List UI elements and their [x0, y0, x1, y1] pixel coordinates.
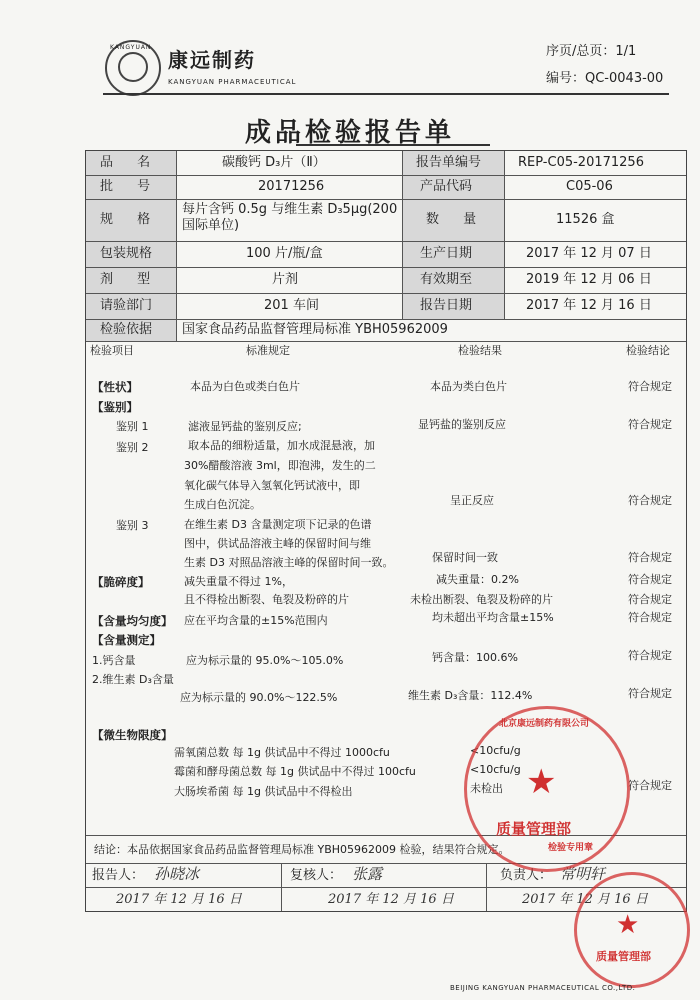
company-name-en: KANGYUAN PHARMACEUTICAL	[168, 78, 297, 86]
value-production-date: 2017 年 12 月 07 日	[526, 246, 652, 261]
section-appearance: 【性状】	[92, 380, 138, 394]
vitamin-d3-assay-standard: 应为标示量的 90.0%～122.5%	[180, 691, 338, 704]
ident2-result: 呈正反应	[450, 494, 494, 507]
ident2-conclusion: 符合规定	[628, 494, 672, 507]
label-product-name: 品 名	[100, 155, 161, 170]
final-conclusion: 结论：本品依据国家食品药品监督管理局标准 YBH05962009 检验，结果符合规定。	[94, 843, 510, 856]
value-report-date: 2017 年 12 月 16 日	[526, 298, 652, 313]
micro-ecoli-result: 未检出	[470, 782, 503, 795]
value-dosage-form: 片剂	[272, 272, 299, 287]
ident3-conclusion: 符合规定	[628, 551, 672, 564]
micro-conclusion: 符合规定	[628, 779, 672, 792]
ident1-result: 显钙盐的鉴别反应	[418, 418, 506, 431]
section-content-uniformity: 【含量均匀度】	[92, 614, 173, 628]
calcium-assay-result: 钙含量：100.6%	[432, 651, 518, 664]
vitamin-d3-assay-label: 2.维生素 D₃含量	[92, 673, 174, 686]
label-batch: 批 号	[100, 179, 161, 194]
micro-ecoli-standard: 大肠埃希菌 每 1g 供试品中不得检出	[174, 785, 353, 798]
section-identification: 【鉴别】	[92, 400, 138, 414]
value-pack: 100 片/瓶/盒	[246, 246, 323, 261]
value-spec: 每片含钙 0.5g 与维生素 D₃5μg(200 国际单位)	[182, 202, 398, 233]
reporter-signature: 孙晓冰	[154, 865, 200, 883]
value-product-name: 碳酸钙 D₃片（Ⅱ）	[222, 155, 326, 170]
qa-seal-subtext: 检验专用章	[548, 843, 594, 853]
label-report-date: 报告日期	[420, 298, 473, 313]
value-basis: 国家食品药品监督管理局标准 YBH05962009	[182, 322, 448, 337]
ident2-label: 鉴别 2	[116, 441, 149, 454]
vitamin-d3-assay-conclusion: 符合规定	[628, 687, 672, 700]
ident1-label: 鉴别 1	[116, 420, 149, 433]
section-assay: 【含量测定】	[92, 633, 161, 647]
company-logo-inner	[118, 52, 148, 82]
page-number: 序页/总页：1/1	[546, 44, 637, 59]
value-quantity: 11526 盒	[556, 212, 615, 227]
qa-seal-ring-text: 北京康远制药有限公司	[498, 719, 589, 729]
micro-aerobic-result: <10cfu/g	[470, 744, 521, 757]
micro-yeast-result: <10cfu/g	[470, 763, 521, 776]
vitamin-d3-assay-result: 维生素 D₃含量：112.4%	[408, 689, 533, 702]
friability-standard-line2: 且不得检出断裂、龟裂及粉碎的片	[184, 593, 349, 606]
label-report-no: 报告单编号	[416, 155, 482, 170]
uniformity-result: 均未超出平均含量±15%	[432, 611, 554, 624]
column-header-conclusion: 检验结论	[626, 344, 670, 357]
label-product-code: 产品代码	[420, 179, 473, 194]
ident2-standard-line3: 氧化碳气体导入氢氧化钙试液中，即	[184, 479, 360, 492]
appearance-result: 本品为类白色片	[430, 380, 507, 393]
footer-company: BEIJING KANGYUAN PHARMACEUTICAL CO.,LTD.	[450, 984, 636, 992]
manager-label: 负责人：	[500, 868, 553, 883]
label-expiry: 有效期至	[420, 272, 473, 287]
reviewer-signature: 张露	[352, 865, 383, 883]
manager-date: 2017 年 12 月 16 日	[522, 892, 648, 907]
label-production-date: 生产日期	[420, 246, 473, 261]
manager-signature: 常明轩	[560, 865, 606, 883]
bottom-seal-text: 质量管理部	[596, 950, 651, 963]
label-basis: 检验依据	[100, 322, 153, 337]
value-report-no: REP-C05-20171256	[518, 155, 644, 170]
ident1-conclusion: 符合规定	[628, 418, 672, 431]
qa-seal-star: ★	[526, 762, 557, 802]
friability-conclusion-line2: 符合规定	[628, 593, 672, 606]
friability-result-line1: 减失重量：0.2%	[436, 573, 519, 586]
qa-seal-text: 质量管理部	[496, 820, 572, 838]
logo-ring-text: KANGYUAN	[110, 44, 152, 51]
reviewer-label: 复核人：	[290, 868, 343, 883]
ident1-standard: 滤液显钙盐的鉴别反应;	[188, 420, 302, 433]
label-spec: 规 格	[100, 212, 161, 227]
column-header-item: 检验项目	[90, 344, 134, 357]
title-underline	[296, 144, 490, 146]
column-header-standard: 标准规定	[246, 344, 290, 357]
ident2-standard-line2: 30%醋酸溶液 3ml，即泡沸，发生的二	[184, 459, 376, 472]
ident2-standard-line4: 生成白色沉淀。	[184, 498, 261, 511]
calcium-assay-label: 1.钙含量	[92, 654, 136, 667]
calcium-assay-conclusion: 符合规定	[628, 649, 672, 662]
reporter-date: 2017 年 12 月 16 日	[116, 892, 242, 907]
ident2-standard-line1: 取本品的细粉适量，加水成混悬液，加	[188, 439, 375, 452]
micro-aerobic-standard: 需氧菌总数 每 1g 供试品中不得过 1000cfu	[174, 746, 390, 759]
document-number: 编号：QC-0043-00	[546, 71, 664, 86]
header-divider	[103, 93, 669, 95]
bottom-seal-star: ★	[616, 910, 640, 940]
label-dosage-form: 剂 型	[100, 272, 161, 287]
reviewer-date: 2017 年 12 月 16 日	[328, 892, 454, 907]
section-microbial-limit: 【微生物限度】	[92, 728, 173, 742]
value-product-code: C05-06	[566, 179, 613, 194]
appearance-standard: 本品为白色或类白色片	[190, 380, 300, 393]
uniformity-conclusion: 符合规定	[628, 611, 672, 624]
column-header-result: 检验结果	[458, 344, 502, 357]
friability-conclusion-line1: 符合规定	[628, 573, 672, 586]
value-batch: 20171256	[258, 179, 325, 194]
friability-result-line2: 未检出断裂、龟裂及粉碎的片	[410, 593, 553, 606]
company-name-cn: 康远制药	[168, 48, 256, 72]
ident3-standard-line1: 在维生素 D3 含量测定项下记录的色谱	[184, 518, 372, 531]
section-friability: 【脆碎度】	[92, 575, 150, 589]
ident3-standard-line3: 生素 D3 对照品溶液主峰的保留时间一致。	[184, 556, 394, 569]
label-department: 请验部门	[100, 298, 153, 313]
ident3-result: 保留时间一致	[432, 551, 498, 564]
label-quantity: 数 量	[426, 212, 487, 227]
value-expiry: 2019 年 12 月 06 日	[526, 272, 652, 287]
friability-standard-line1: 减失重量不得过 1%，	[184, 575, 293, 588]
reporter-label: 报告人：	[92, 868, 145, 883]
report-title: 成品检验报告单	[244, 118, 455, 148]
ident3-label: 鉴别 3	[116, 519, 149, 532]
uniformity-standard: 应在平均含量的±15%范围内	[184, 614, 328, 627]
label-pack: 包装规格	[100, 246, 153, 261]
micro-yeast-standard: 霉菌和酵母菌总数 每 1g 供试品中不得过 100cfu	[174, 765, 416, 778]
appearance-conclusion: 符合规定	[628, 380, 672, 393]
ident3-standard-line2: 图中，供试品溶液主峰的保留时间与维	[184, 537, 371, 550]
calcium-assay-standard: 应为标示量的 95.0%～105.0%	[186, 654, 344, 667]
value-department: 201 车间	[264, 298, 319, 313]
